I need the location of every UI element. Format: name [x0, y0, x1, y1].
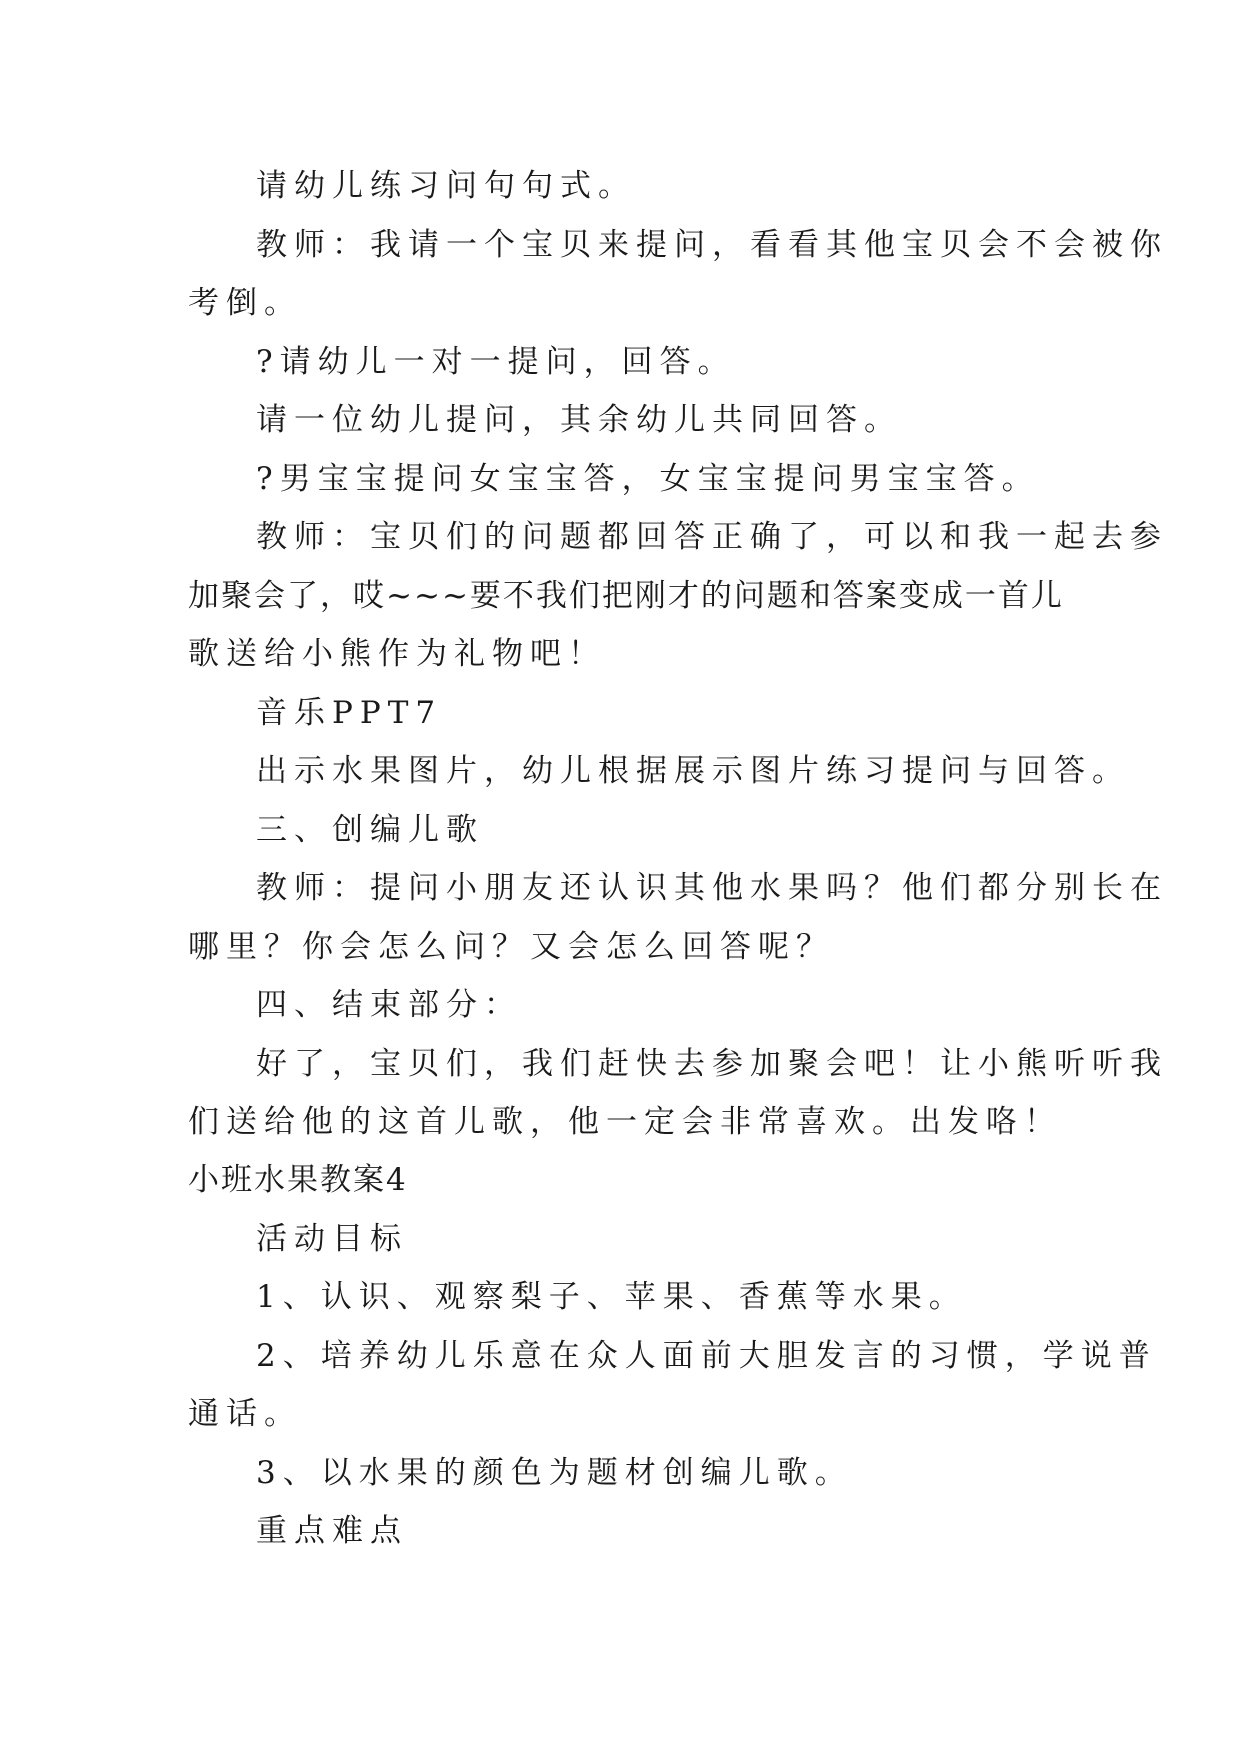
- list-item: 2、培养幼儿乐意在众人面前大胆发言的习惯，学说普: [256, 1338, 1157, 1374]
- paragraph-line: 请幼儿练习问句句式。: [256, 168, 636, 204]
- paragraph-line: ?请幼儿一对一提问，回答。: [256, 344, 736, 380]
- paragraph-line: 通话。: [188, 1396, 302, 1432]
- list-item: 1、认识、观察梨子、苹果、香蕉等水果。: [256, 1279, 967, 1315]
- paragraph-line: 教师：我请一个宝贝来提问，看看其他宝贝会不会被你: [256, 227, 1168, 263]
- paragraph-line: 教师：提问小朋友还认识其他水果吗？他们都分别长在: [256, 870, 1168, 906]
- document-title: 小班水果教案4: [188, 1162, 408, 1198]
- paragraph-line: 哪里？你会怎么问？又会怎么回答呢？: [188, 929, 834, 965]
- list-item: 3、以水果的颜色为题材创编儿歌。: [256, 1455, 853, 1491]
- paragraph-line: 出示水果图片，幼儿根据展示图片练习提问与回答。: [256, 753, 1130, 789]
- section-heading: 四、结束部分：: [256, 987, 522, 1023]
- paragraph-line: 歌送给小熊作为礼物吧！: [188, 636, 606, 672]
- paragraph-line: 考倒。: [188, 285, 302, 321]
- section-heading: 活动目标: [256, 1221, 408, 1257]
- paragraph-line: 们送给他的这首儿歌，他一定会非常喜欢。出发咯！: [188, 1104, 1062, 1140]
- section-heading: 三、创编儿歌: [256, 812, 484, 848]
- paragraph-line: 加聚会了，哎~~~要不我们把刚才的问题和答案变成一首儿: [188, 578, 1064, 614]
- paragraph-line: 好了，宝贝们，我们赶快去参加聚会吧！让小熊听听我: [256, 1046, 1168, 1082]
- paragraph-line: 音乐PPT7: [256, 695, 443, 731]
- section-heading: 重点难点: [256, 1513, 408, 1549]
- paragraph-line: 教师：宝贝们的问题都回答正确了，可以和我一起去参: [256, 519, 1168, 555]
- paragraph-line: ?男宝宝提问女宝宝答，女宝宝提问男宝宝答。: [256, 461, 1040, 497]
- paragraph-line: 请一位幼儿提问，其余幼儿共同回答。: [256, 402, 902, 438]
